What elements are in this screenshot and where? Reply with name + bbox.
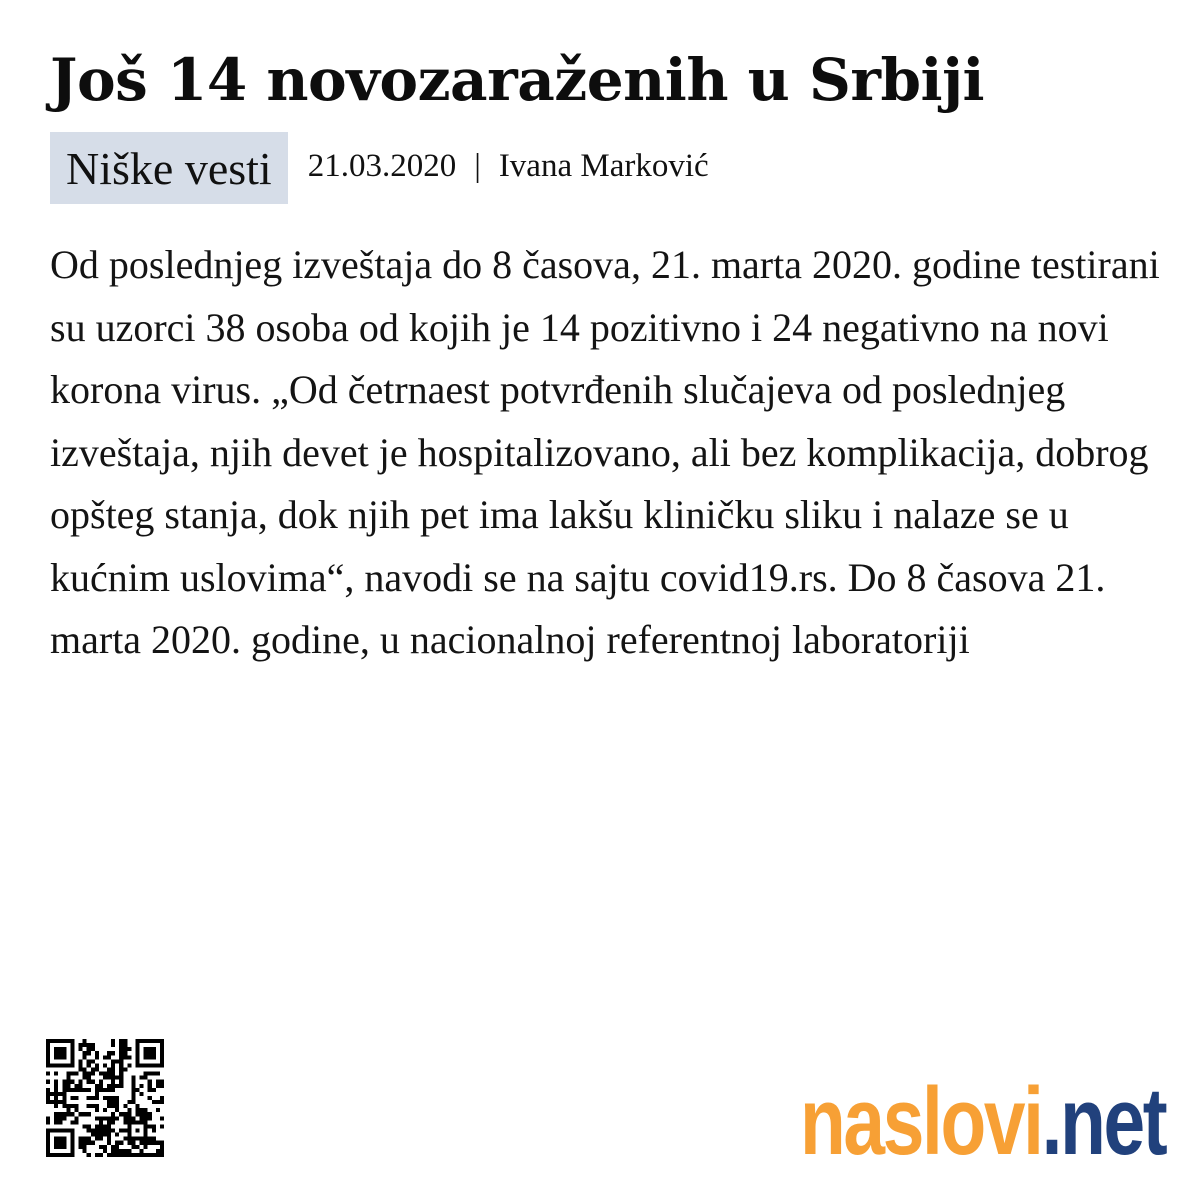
author-name: Ivana Marković xyxy=(498,148,709,184)
qr-code-icon[interactable] xyxy=(46,1039,164,1157)
article-meta xyxy=(50,132,709,204)
article-title: Još 14 novozaraženih u Srbiji xyxy=(50,46,985,114)
meta-separator: | xyxy=(474,148,481,184)
publish-date: 21.03.2020 xyxy=(307,148,457,184)
source-badge[interactable]: Niške vesti xyxy=(50,132,288,204)
logo-text-naslovi: naslovi xyxy=(800,1068,1042,1175)
logo-text-net: .net xyxy=(1041,1068,1166,1175)
naslovi-net-logo[interactable] xyxy=(800,1060,1166,1175)
article-body: Od poslednjeg izveštaja do 8 časova, 21. marta 2020. godine testirani su uzorci 38 osoba od kojih je 14 pozitivno i 24 negativno na novi korona virus. „Od četrnaest potvrđenih slučajeva od poslednjeg izveštaja, njih devet je hospitalizovano, ali bez komplikacija, dobrog opšteg stanja, dok njih pet ima lakšu kliničku sliku i nalaze se u kućnim uslovima“, navodi se na sajtu covid19.rs. Do 8 časova 21. marta 2020. godine, u nacionalnoj referentnoj laboratoriji xyxy=(50,242,1160,662)
meta-line xyxy=(308,146,709,186)
